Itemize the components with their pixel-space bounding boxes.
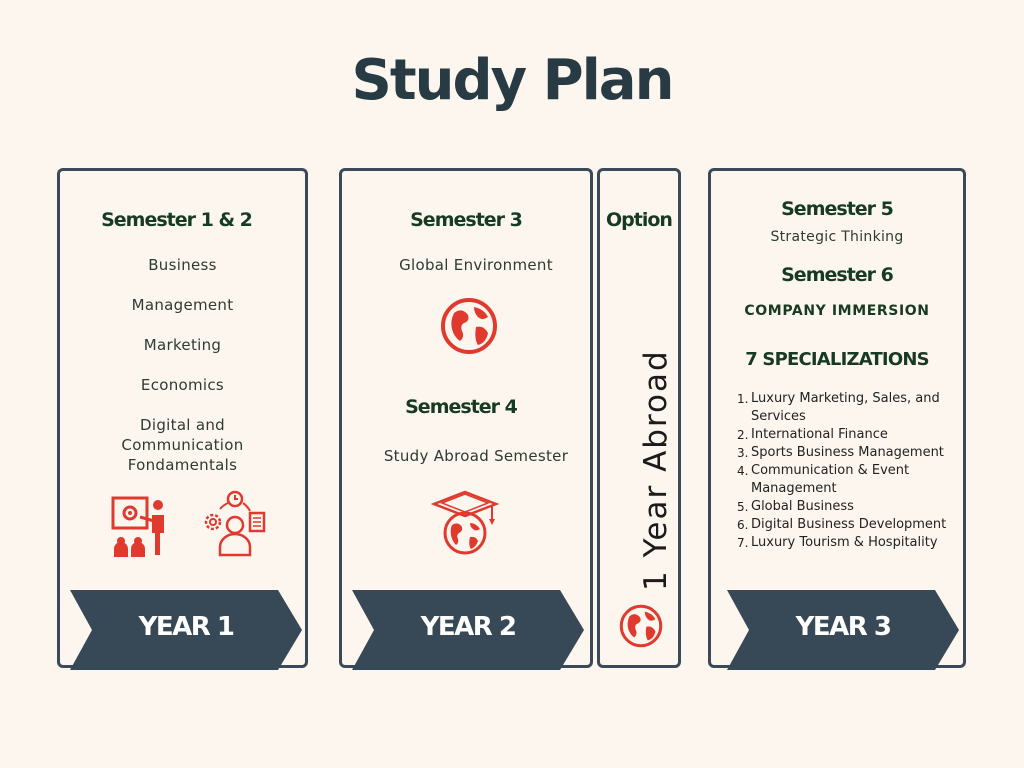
year1-course: Digital and Communication Fondamentals — [121, 416, 244, 474]
year2-semester4-heading: Semester 4 — [405, 396, 517, 418]
year2-banner-label: YEAR 2 — [420, 612, 516, 642]
year3-course: Strategic Thinking — [770, 229, 904, 245]
specializations-list — [739, 390, 954, 552]
year2-semester3-heading: Semester 3 — [410, 209, 522, 231]
list-item: 5. Global Business — [737, 499, 854, 514]
year1-course: Management — [131, 296, 234, 314]
year1-banner — [70, 590, 302, 670]
option-vertical-text: 1 Year Abroad — [638, 349, 674, 591]
list-item: 1. Luxury Marketing, Sales, and Services — [737, 391, 940, 424]
option-heading: Option — [606, 209, 672, 231]
presentation-icon — [110, 495, 174, 559]
year3-course: COMPANY IMMERSION — [744, 303, 930, 319]
year2-course: Global Environment — [399, 256, 553, 274]
year1-course: Marketing — [143, 336, 222, 354]
year3-panel — [708, 168, 966, 668]
option-panel — [597, 168, 681, 668]
year3-banner-label: YEAR 3 — [795, 612, 891, 642]
year2-course: Study Abroad Semester — [383, 447, 569, 465]
list-item: 6. Digital Business Development — [737, 517, 947, 532]
list-item: 4. Communication & Event Management — [737, 463, 910, 496]
team-skills-icon — [200, 489, 270, 559]
specializations-heading: 7 SPECIALIZATIONS — [745, 349, 929, 370]
list-item: 7. Luxury Tourism & Hospitality — [737, 535, 938, 550]
globe-icon — [440, 297, 498, 355]
year1-panel — [57, 168, 308, 668]
year3-banner — [727, 590, 959, 670]
year3-semester6-heading: Semester 6 — [781, 264, 893, 286]
year1-semester-heading: Semester 1 & 2 — [101, 209, 252, 231]
year1-course: Business — [148, 256, 217, 274]
page-title: Study Plan — [351, 48, 673, 113]
year3-semester5-heading: Semester 5 — [781, 198, 893, 220]
year2-panel — [339, 168, 593, 668]
year2-banner — [352, 590, 584, 670]
graduation-globe-icon — [430, 489, 500, 559]
year1-course: Economics — [140, 376, 225, 394]
list-item: 2. International Finance — [737, 427, 888, 442]
option-globe-icon — [619, 604, 663, 648]
year1-banner-label: YEAR 1 — [138, 612, 234, 642]
list-item: 3. Sports Business Management — [737, 445, 944, 460]
